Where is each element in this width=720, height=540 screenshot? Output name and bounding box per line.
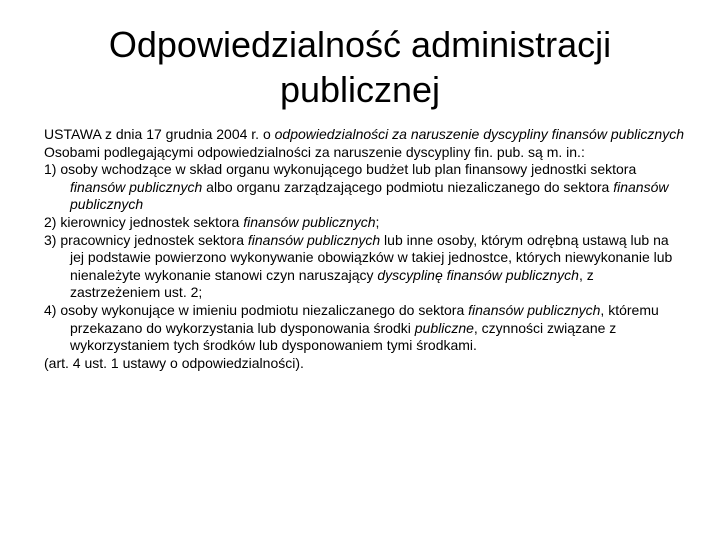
item3-text-e: , z zastrzeżeniem ust. 2;: [70, 266, 594, 301]
item2-text-c: ;: [375, 213, 380, 230]
slide-body: [44, 126, 684, 372]
item3-text-c: lub inne osoby, którym odrębną ustawą lub na jej podstawie powierzono wykonywanie obowiązków w takiej jednostce, których niewykonanie lub nienależyte wykonanie stanowi czyn naruszający: [70, 231, 673, 283]
item1-text-d: finansów publicznych: [70, 178, 669, 213]
list-item-1: [44, 161, 684, 214]
item2-text-a: 2) kierownicy jednostek sektora: [44, 213, 244, 230]
item1-text-c: albo organu zarządzającego podmiotu niezaliczanego do sektora: [202, 178, 614, 195]
act-heading: [44, 126, 684, 144]
act-heading-prefix: USTAWA z dnia 17 grudnia 2004 r. o: [44, 126, 275, 142]
item3-text-a: 3) pracownicy jednostek sektora: [44, 231, 248, 248]
item4-text-d: publiczne: [414, 319, 474, 336]
item4-text-a: 4) osoby wykonujące w imieniu podmiotu niezaliczanego do sektora: [44, 301, 469, 318]
item4-text-b: finansów publicznych: [468, 301, 601, 318]
list-item-3: [44, 232, 684, 302]
item1-text-a: 1) osoby wchodzące w skład organu wykonującego budżet lub plan finansowy jednostki sektora: [44, 161, 637, 178]
intro-paragraph: Osobami podlegającymi odpowiedzialności za naruszenie dyscypliny fin. pub. są m. in.:: [44, 143, 585, 160]
item4-text-e: , czynności związane z wykorzystaniem tych środków lub dysponowaniem tymi środkami.: [70, 319, 617, 354]
list-item-4: [44, 302, 684, 355]
slide-title: Odpowiedzialność administracji publicznej: [108, 24, 612, 110]
item1-text-b: finansów publicznych: [70, 178, 203, 195]
act-heading-italic: odpowiedzialności za naruszenie dyscypliny finansów publicznych: [274, 126, 684, 142]
citation: (art. 4 ust. 1 ustawy o odpowiedzialności).: [44, 354, 304, 371]
item3-text-d: dyscyplinę finansów publicznych: [377, 266, 579, 283]
item4-text-c: , któremu przekazano do wykorzystania lub dysponowania środki: [70, 301, 659, 336]
list-item-2: [44, 214, 684, 232]
item3-text-b: finansów publicznych: [247, 231, 381, 248]
item2-text-b: finansów publicznych: [243, 213, 376, 230]
